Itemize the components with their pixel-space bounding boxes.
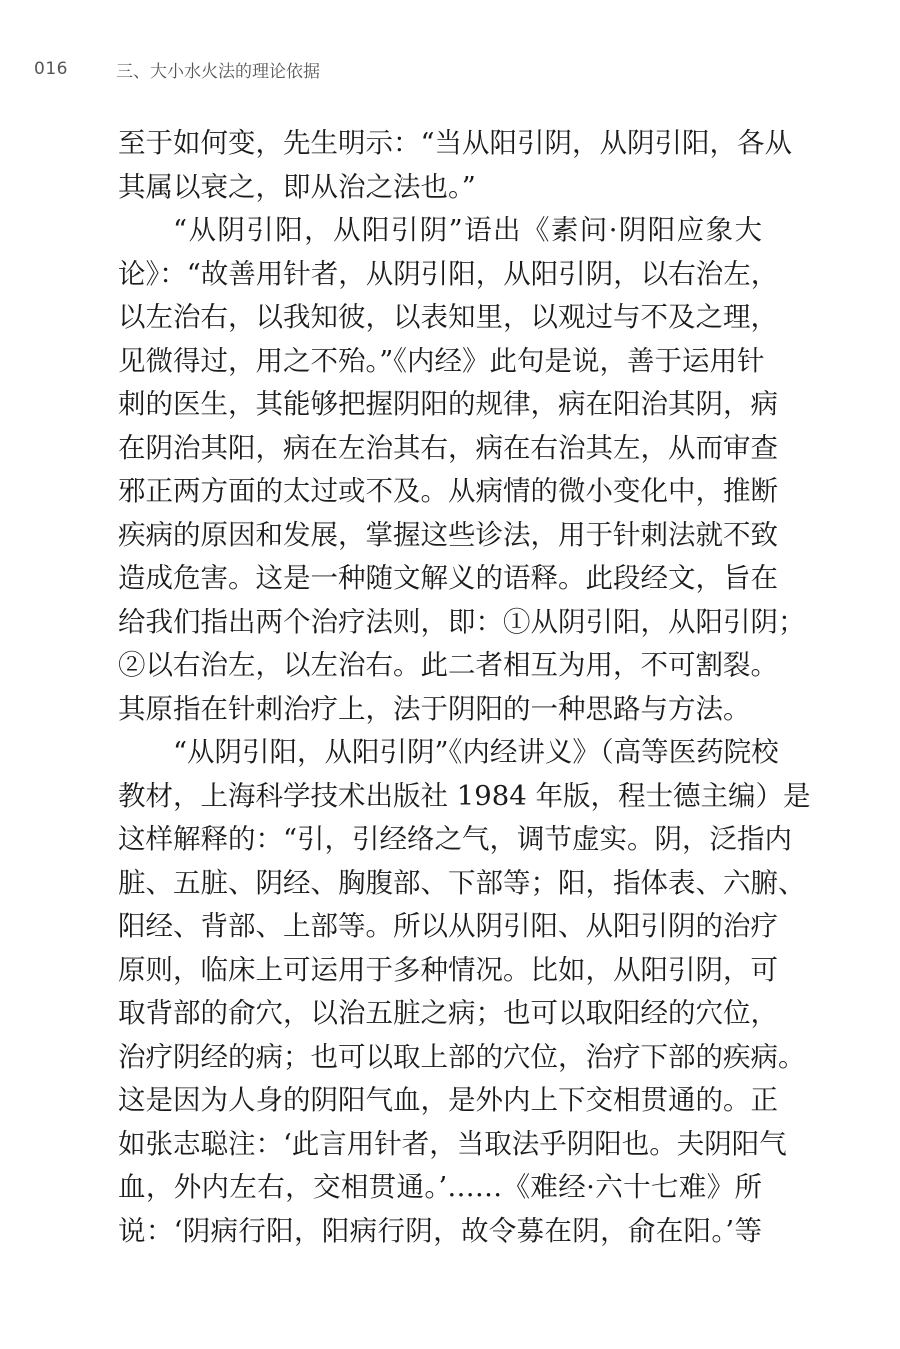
text-line: 如张志聪注：‘此言用针者，当取法乎阴阳也。夫阴阳气 [118,1127,787,1160]
paragraph [118,209,806,731]
text-line: 说：‘阴病行阳，阳病行阴，故令募在阴，俞在阳。’等 [118,1214,762,1247]
text-body [118,122,811,1253]
text-line: 血，外内左右，交相贯通。’……《难经·六十七难》所 [118,1171,762,1203]
text-line: 原则，临床上可运用于多种情况。比如，从阳引阴，可 [118,953,778,986]
paragraph [118,731,811,1253]
text-line: ②以右治左，以左治右。此二者相互为用，不可割裂。 [118,649,778,681]
text-line: 造成危害。这是一种随文解义的语释。此段经文，旨在 [118,562,778,594]
text-line: 这样解释的：“引，引经络之气，调节虚实。阴，泛指内 [118,823,793,855]
text-line: “从阴引阳，从阳引阴”语出《素问·阴阳应象大 [173,214,762,246]
text-line: 这是因为人身的阴阳气血，是外内上下交相贯通的。正 [118,1084,778,1116]
text-line: 以左治右，以我知彼，以表知里，以观过与不及之理， [118,301,778,333]
text-line: 其属以衰之，即从治之法也。” [118,170,476,203]
page-header [34,54,320,84]
text-line: 邪正两方面的太过或不及。从病情的微小变化中，推断 [118,475,778,507]
text-line: 治疗阴经的病；也可以取上部的穴位，治疗下部的疾病。 [118,1040,806,1073]
page-number: 016 [34,59,68,79]
text-line: 在阴治其阳，病在左治其右，病在右治其左，从而审查 [118,431,778,464]
text-line: “从阴引阳，从阳引阴”《内经讲义》（高等医药院校 [173,736,779,768]
text-line: 见微得过，用之不殆。”《内经》此句是说，善于运用针 [118,344,765,377]
text-line: 论》：“故善用针者，从阴引阳，从阳引阴，以右治左， [118,257,779,290]
text-line: 疾病的原因和发展，掌握这些诊法，用于针刺法就不致 [118,518,778,551]
text-line: 刺的医生，其能够把握阴阳的规律，病在阳治其阴，病 [118,388,778,420]
text-line: 给我们指出两个治疗法则，即：①从阴引阳，从阳引阴； [118,605,806,638]
text-line: 阳经、背部、上部等。所以从阴引阳、从阳引阴的治疗 [118,910,778,942]
text-line: 其原指在针刺治疗上，法于阴阳的一种思路与方法。 [118,692,751,725]
text-line: 取背部的俞穴，以治五脏之病；也可以取阳经的穴位， [118,997,778,1029]
text-line: 脏、五脏、阴经、胸腹部、下部等；阳，指体表、六腑、 [118,866,806,899]
text-line: 至于如何变，先生明示：“当从阳引阴，从阴引阳，各从 [118,127,793,159]
paragraph [118,122,793,209]
text-line: 教材，上海科学技术出版社 1984 年版，程士德主编）是 [118,779,811,812]
running-title: 三、大小水火法的理论依据 [116,61,320,82]
